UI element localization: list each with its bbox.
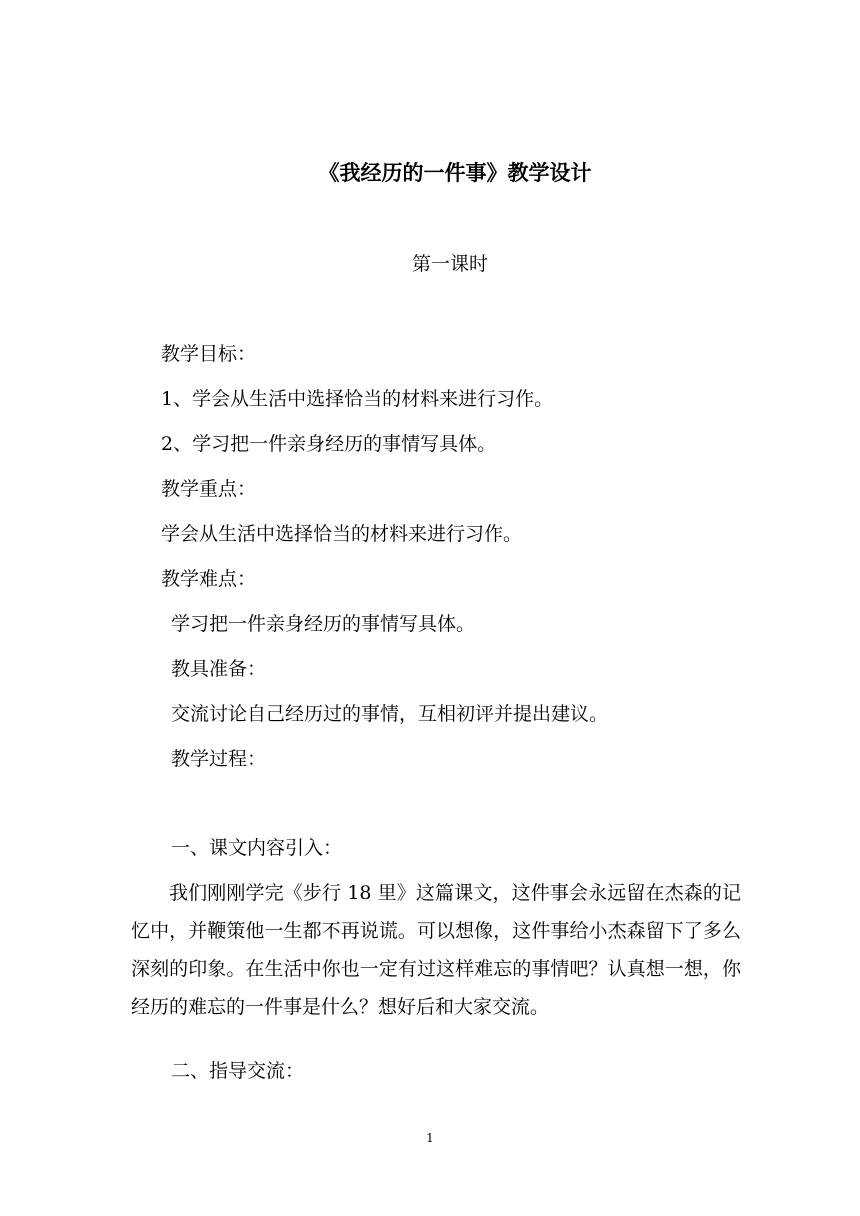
tools-heading: 教具准备：: [171, 658, 267, 680]
tools-text: 交流讨论自己经历过的事情，互相初评并提出建议。: [171, 703, 609, 725]
focus-text: 学会从生活中选择恰当的材料来进行习作。: [161, 523, 523, 545]
document-title: 《我经历的一件事》教学设计: [318, 160, 592, 185]
goal-item-1: 1、学会从生活中选择恰当的材料来进行习作。: [161, 388, 554, 410]
process-heading: 教学过程：: [171, 748, 267, 770]
section-2-heading: 二、指导交流：: [171, 1060, 305, 1082]
lesson-subtitle: 第一课时: [411, 253, 488, 275]
section-1-paragraph: 我们刚刚学完《步行 18 里》这篇课文，这件事会永远留在杰森的记忆中，并鞭策他一生都不再说谎。可以想像，这件事给小杰森留下了多么深刻的印象。在生活中你也一定有过这样难忘的事情吧？认真想一想，你经历的难忘的一件事是什么？想好后和大家交流。: [131, 882, 741, 1018]
difficulty-text: 学习把一件亲身经历的事情写具体。: [171, 613, 476, 635]
difficulty-heading: 教学难点：: [161, 568, 257, 590]
page-number: 1: [426, 1131, 434, 1145]
section-1-heading: 一、课文内容引入：: [171, 837, 343, 859]
focus-heading: 教学重点：: [161, 478, 257, 500]
goal-item-2: 2、学习把一件亲身经历的事情写具体。: [161, 433, 497, 455]
goals-heading: 教学目标：: [161, 343, 257, 365]
